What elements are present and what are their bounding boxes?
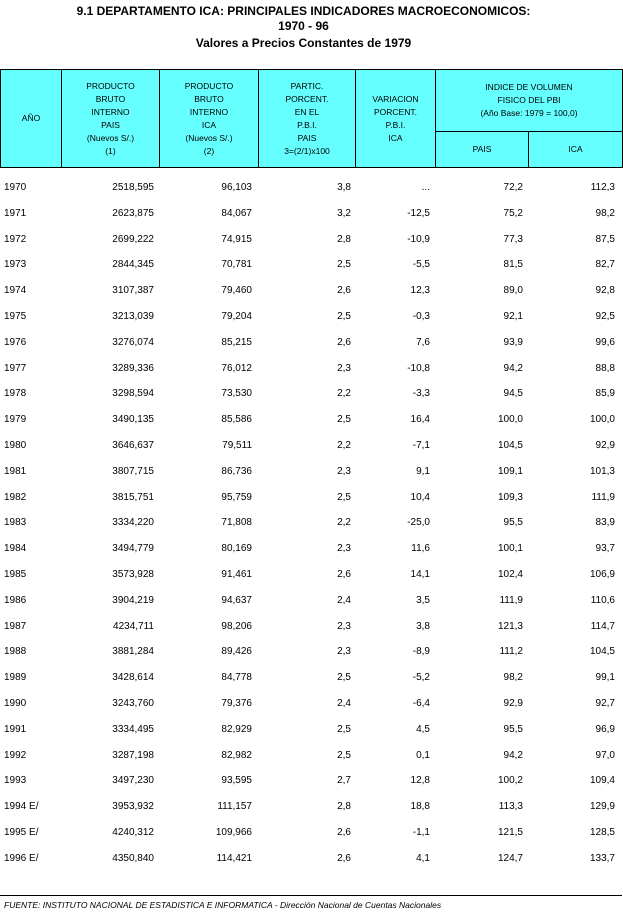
cell-participacion: 2,5: [337, 672, 351, 684]
cell-indice-ica: 110,6: [590, 594, 615, 606]
cell-pbi-pais: 3289,336: [112, 362, 154, 374]
table-row: [0, 665, 623, 691]
cell-pbi-ica: 84,778: [221, 672, 252, 684]
cell-pbi-ica: 79,460: [221, 285, 252, 297]
cell-indice-ica: 99,1: [595, 672, 615, 684]
cell-variacion: ...: [421, 182, 430, 193]
table-row: [0, 743, 623, 769]
cell-pbi-pais: 3815,751: [112, 491, 154, 503]
cell-indice-ica: 106,9: [589, 568, 615, 580]
header-indice-volumen: INDICE DE VOLUMEN FISICO DEL PBI (Año Base: 1979 = 100,0): [436, 70, 623, 132]
table-body: [0, 175, 623, 872]
cell-year: 1979: [4, 414, 27, 426]
table-row: [0, 639, 623, 665]
cell-participacion: 2,2: [337, 388, 351, 400]
cell-participacion: 2,3: [337, 543, 351, 555]
cell-participacion: 3,2: [337, 207, 351, 219]
cell-variacion: -8,9: [412, 646, 430, 658]
cell-indice-ica: 128,5: [589, 826, 615, 838]
cell-indice-ica: 92,7: [595, 697, 615, 709]
cell-indice-ica: 92,5: [595, 310, 615, 322]
cell-pbi-pais: 4350,840: [112, 852, 154, 864]
cell-indice-pais: 124,7: [497, 852, 523, 864]
cell-indice-pais: 109,1: [497, 465, 523, 477]
cell-pbi-pais: 3573,928: [112, 568, 154, 580]
cell-pbi-pais: 3243,760: [112, 697, 154, 709]
cell-participacion: 2,5: [337, 310, 351, 322]
cell-variacion: 16,4: [410, 414, 430, 426]
cell-indice-ica: 98,2: [595, 207, 615, 219]
cell-variacion: -7,1: [412, 439, 430, 451]
cell-variacion: 4,1: [416, 852, 430, 864]
table-row: [0, 536, 623, 562]
cell-year: 1990: [4, 697, 27, 709]
cell-pbi-pais: 4240,312: [112, 826, 154, 838]
cell-indice-pais: 94,2: [503, 749, 523, 761]
cell-participacion: 2,5: [337, 414, 351, 426]
cell-pbi-ica: 74,915: [221, 233, 252, 245]
cell-variacion: 12,8: [410, 775, 430, 787]
cell-participacion: 2,7: [337, 775, 351, 787]
table-row: [0, 794, 623, 820]
cell-variacion: -25,0: [407, 517, 430, 529]
cell-indice-pais: 109,3: [497, 491, 523, 503]
cell-pbi-ica: 79,204: [221, 310, 252, 322]
cell-indice-pais: 77,3: [503, 233, 523, 245]
table-row: [0, 846, 623, 872]
header-indice-ica: ICA: [529, 132, 623, 168]
cell-variacion: -10,9: [407, 233, 430, 245]
cell-year: 1987: [4, 620, 27, 632]
cell-pbi-ica: 89,426: [221, 646, 252, 658]
table-period: 1970 - 96: [278, 19, 329, 33]
cell-indice-pais: 95,5: [503, 723, 523, 735]
cell-variacion: -1,1: [412, 826, 430, 838]
cell-indice-pais: 89,0: [503, 285, 523, 297]
cell-year: 1977: [4, 362, 27, 374]
cell-indice-ica: 129,9: [589, 801, 615, 813]
cell-year: 1989: [4, 672, 27, 684]
cell-year: 1981: [4, 465, 27, 477]
table-row: [0, 588, 623, 614]
table-header: [0, 69, 623, 168]
cell-variacion: 10,4: [410, 491, 430, 503]
cell-indice-pais: 100,2: [497, 775, 523, 787]
table-row: [0, 227, 623, 253]
cell-indice-pais: 94,2: [503, 362, 523, 374]
cell-participacion: 2,5: [337, 491, 351, 503]
table-row: [0, 330, 623, 356]
cell-participacion: 2,3: [337, 362, 351, 374]
table-row: [0, 356, 623, 382]
cell-indice-ica: 92,8: [595, 285, 615, 297]
cell-pbi-pais: 3490,135: [112, 414, 154, 426]
header-indice-pais: PAIS: [436, 132, 529, 168]
cell-year: 1976: [4, 336, 27, 348]
table-row: [0, 433, 623, 459]
table-subtitle: Valores a Precios Constantes de 1979: [195, 36, 412, 50]
cell-pbi-pais: 3494,779: [112, 543, 154, 555]
cell-variacion: -0,3: [412, 310, 430, 322]
cell-year: 1992: [4, 749, 27, 761]
cell-variacion: -12,5: [407, 207, 430, 219]
cell-year: 1972: [4, 233, 27, 245]
cell-participacion: 2,5: [337, 259, 351, 271]
cell-indice-ica: 109,4: [589, 775, 615, 787]
cell-participacion: 2,8: [337, 233, 351, 245]
cell-participacion: 2,4: [337, 594, 351, 606]
cell-indice-pais: 81,5: [503, 259, 523, 271]
cell-variacion: -6,4: [412, 697, 430, 709]
cell-indice-ica: 99,6: [595, 336, 615, 348]
cell-pbi-ica: 114,421: [216, 852, 252, 864]
cell-indice-ica: 114,7: [590, 620, 615, 632]
table-row: [0, 381, 623, 407]
table-row: [0, 459, 623, 485]
cell-pbi-ica: 85,215: [221, 336, 252, 348]
cell-pbi-ica: 79,376: [221, 697, 252, 709]
cell-indice-pais: 92,9: [503, 697, 523, 709]
cell-pbi-ica: 76,012: [221, 362, 252, 374]
cell-year: 1988: [4, 646, 27, 658]
cell-pbi-ica: 93,595: [221, 775, 252, 787]
cell-indice-ica: 111,9: [591, 491, 615, 503]
table-row: [0, 304, 623, 330]
cell-indice-ica: 83,9: [595, 517, 615, 529]
cell-pbi-pais: 3646,637: [112, 439, 154, 451]
cell-pbi-ica: 70,781: [221, 259, 252, 271]
cell-indice-ica: 101,3: [589, 465, 615, 477]
table-row: [0, 510, 623, 536]
cell-indice-ica: 82,7: [595, 259, 615, 271]
cell-pbi-ica: 82,929: [221, 723, 252, 735]
table-row: [0, 562, 623, 588]
table-row: [0, 175, 623, 201]
cell-pbi-pais: 3334,495: [112, 723, 154, 735]
cell-variacion: -5,2: [412, 672, 430, 684]
cell-pbi-ica: 80,169: [221, 543, 252, 555]
table-row: [0, 485, 623, 511]
cell-year: 1975: [4, 310, 27, 322]
cell-participacion: 2,6: [337, 852, 351, 864]
cell-indice-pais: 94,5: [503, 388, 523, 400]
cell-indice-pais: 121,3: [497, 620, 523, 632]
cell-year: 1983: [4, 517, 27, 529]
table-row: [0, 201, 623, 227]
table-row: [0, 614, 623, 640]
source-note: FUENTE: INSTITUTO NACIONAL DE ESTADISTICA E INFORMATICA - Dirección Nacional de Cuentas Nacionales: [4, 900, 442, 910]
cell-participacion: 2,3: [337, 646, 351, 658]
cell-indice-pais: 92,1: [503, 310, 523, 322]
cell-year: 1970: [4, 182, 27, 193]
cell-indice-pais: 98,2: [503, 672, 523, 684]
header-variacion: VARIACION PORCENT. P.B.I. ICA: [356, 70, 436, 168]
cell-pbi-pais: 3276,074: [112, 336, 154, 348]
cell-year: 1973: [4, 259, 27, 271]
cell-indice-ica: 112,3: [590, 182, 615, 193]
cell-pbi-ica: 79,511: [222, 439, 252, 451]
cell-year: 1971: [4, 207, 27, 219]
cell-variacion: 3,8: [416, 620, 430, 632]
cell-variacion: 11,6: [411, 543, 430, 555]
header-pbi-ica: PRODUCTO BRUTO INTERNO ICA (Nuevos S/.) (2): [160, 70, 259, 168]
table-row: [0, 278, 623, 304]
cell-participacion: 2,8: [337, 801, 351, 813]
cell-indice-pais: 95,5: [503, 517, 523, 529]
table-row: [0, 252, 623, 278]
cell-indice-pais: 72,2: [503, 182, 523, 193]
cell-pbi-ica: 98,206: [221, 620, 252, 632]
cell-year: 1985: [4, 568, 27, 580]
cell-pbi-pais: 2844,345: [112, 259, 154, 271]
cell-participacion: 2,6: [337, 826, 351, 838]
cell-pbi-ica: 86,736: [221, 465, 252, 477]
cell-pbi-pais: 2623,875: [112, 207, 154, 219]
cell-variacion: 18,8: [410, 801, 430, 813]
cell-indice-pais: 102,4: [497, 568, 523, 580]
cell-year: 1974: [4, 285, 27, 297]
cell-participacion: 2,6: [337, 285, 351, 297]
cell-variacion: 4,5: [416, 723, 430, 735]
cell-indice-ica: 87,5: [595, 233, 615, 245]
cell-indice-ica: 92,9: [595, 439, 615, 451]
cell-pbi-pais: 3953,932: [112, 801, 154, 813]
cell-participacion: 3,8: [337, 182, 351, 193]
cell-pbi-pais: 3107,387: [112, 285, 154, 297]
table-row: [0, 820, 623, 846]
cell-pbi-ica: 82,982: [221, 749, 252, 761]
cell-indice-pais: 113,3: [498, 801, 523, 813]
cell-pbi-pais: 3904,219: [112, 594, 154, 606]
cell-participacion: 2,3: [337, 620, 351, 632]
table-row: [0, 691, 623, 717]
cell-pbi-ica: 111,157: [217, 801, 252, 813]
footer-divider: [0, 895, 622, 896]
cell-pbi-ica: 71,808: [221, 517, 252, 529]
cell-indice-pais: 104,5: [497, 439, 523, 451]
cell-pbi-pais: 3213,039: [112, 310, 154, 322]
cell-pbi-pais: 3334,220: [112, 517, 154, 529]
cell-year: 1994 E/: [4, 801, 39, 813]
cell-year: 1986: [4, 594, 27, 606]
cell-variacion: 9,1: [416, 465, 430, 477]
cell-variacion: -3,3: [412, 388, 430, 400]
cell-participacion: 2,6: [337, 336, 351, 348]
cell-indice-pais: 93,9: [503, 336, 523, 348]
cell-year: 1991: [4, 723, 27, 735]
cell-year: 1978: [4, 388, 27, 400]
cell-indice-ica: 104,5: [589, 646, 615, 658]
cell-indice-ica: 100,0: [589, 414, 615, 426]
cell-participacion: 2,2: [337, 439, 351, 451]
table-row: [0, 768, 623, 794]
cell-year: 1980: [4, 439, 27, 451]
cell-indice-ica: 85,9: [595, 388, 615, 400]
cell-indice-ica: 97,0: [595, 749, 615, 761]
cell-pbi-ica: 84,067: [221, 207, 252, 219]
table-title: 9.1 DEPARTAMENTO ICA: PRINCIPALES INDICADORES MACROECONOMICOS:: [76, 4, 531, 18]
cell-participacion: 2,5: [337, 723, 351, 735]
cell-indice-ica: 88,8: [595, 362, 615, 374]
header-participacion: PARTIC. PORCENT. EN EL P.B.I. PAIS 3=(2/1)x100: [259, 70, 356, 168]
cell-variacion: -5,5: [412, 259, 430, 271]
cell-pbi-pais: 2518,595: [112, 182, 154, 193]
cell-participacion: 2,6: [337, 568, 351, 580]
cell-pbi-pais: 3287,198: [112, 749, 154, 761]
cell-indice-ica: 93,7: [595, 543, 615, 555]
cell-participacion: 2,3: [337, 465, 351, 477]
cell-variacion: 14,1: [410, 568, 430, 580]
cell-indice-pais: 75,2: [503, 207, 523, 219]
cell-pbi-ica: 73,530: [221, 388, 252, 400]
cell-year: 1982: [4, 491, 27, 503]
table-row: [0, 407, 623, 433]
cell-year: 1995 E/: [4, 826, 39, 838]
cell-pbi-pais: 4234,711: [113, 620, 154, 632]
cell-year: 1984: [4, 543, 27, 555]
header-pbi-pais: PRODUCTO BRUTO INTERNO PAIS (Nuevos S/.) (1): [62, 70, 160, 168]
cell-pbi-pais: 3298,594: [112, 388, 154, 400]
cell-participacion: 2,5: [337, 749, 351, 761]
cell-indice-ica: 133,7: [589, 852, 615, 864]
cell-indice-pais: 100,0: [497, 414, 523, 426]
cell-indice-pais: 100,1: [497, 543, 523, 555]
cell-indice-pais: 111,9: [499, 594, 523, 606]
cell-pbi-pais: 3497,230: [112, 775, 154, 787]
cell-pbi-ica: 109,966: [215, 826, 252, 838]
cell-variacion: -10,8: [407, 362, 430, 374]
cell-pbi-ica: 95,759: [221, 491, 252, 503]
cell-pbi-ica: 94,637: [221, 594, 252, 606]
cell-pbi-ica: 91,461: [221, 568, 252, 580]
cell-pbi-pais: 3428,614: [112, 672, 154, 684]
cell-pbi-pais: 2699,222: [112, 233, 154, 245]
cell-variacion: 12,3: [410, 285, 430, 297]
cell-pbi-ica: 85,586: [221, 414, 252, 426]
header-year: AÑO: [1, 70, 62, 168]
cell-year: 1996 E/: [4, 852, 39, 864]
cell-year: 1993: [4, 775, 27, 787]
cell-variacion: 0,1: [416, 749, 430, 761]
table-row: [0, 717, 623, 743]
cell-pbi-ica: 96,103: [221, 182, 252, 193]
cell-participacion: 2,2: [337, 517, 351, 529]
cell-indice-pais: 111,2: [499, 646, 523, 658]
cell-indice-ica: 96,9: [595, 723, 615, 735]
cell-pbi-pais: 3807,715: [112, 465, 154, 477]
cell-variacion: 7,6: [416, 336, 430, 348]
cell-variacion: 3,5: [416, 594, 430, 606]
cell-pbi-pais: 3881,284: [112, 646, 154, 658]
cell-participacion: 2,4: [337, 697, 351, 709]
cell-indice-pais: 121,5: [497, 826, 523, 838]
